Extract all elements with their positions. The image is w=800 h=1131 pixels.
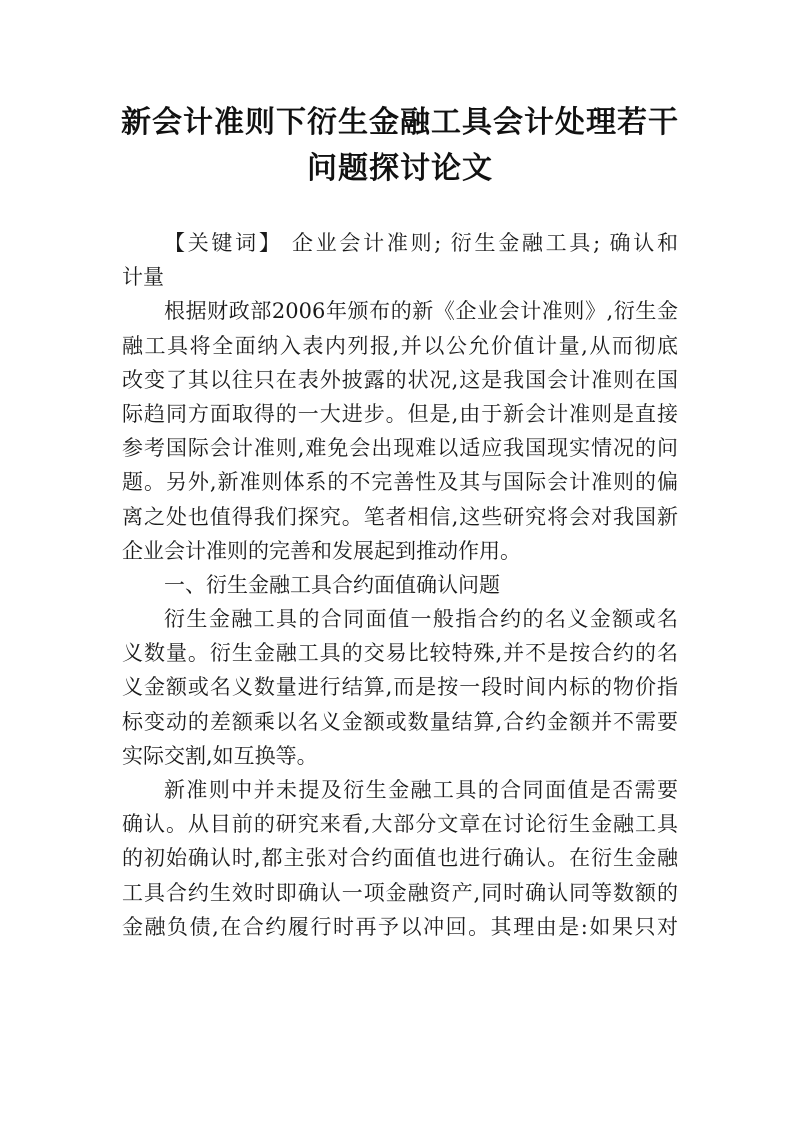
paragraph-line: 改变了其以往只在表外披露的状况,这是我国会计准则在国 xyxy=(122,367,678,392)
paragraph-line: 工具合约生效时即确认一项金融资产,同时确认同等数额的 xyxy=(122,880,678,905)
paragraph-line: 参考国际会计准则,难免会出现难以适应我国现实情况的问 xyxy=(122,436,678,461)
document-body xyxy=(122,226,678,944)
paragraph-line: 的初始确认时,都主张对合约面值也进行确认。在衍生金融 xyxy=(122,846,678,871)
paragraph-line: 标变动的差额乘以名义金额或数量结算,合约金额并不需要 xyxy=(122,709,678,734)
paragraph-line: 义数量。衍生金融工具的交易比较特殊,并不是按合约的名 xyxy=(122,641,678,666)
paragraph-line: 金融负债,在合约履行时再予以冲回。其理由是:如果只对 xyxy=(122,914,678,939)
document-title-line-1: 新会计准则下衍生金融工具会计处理若干 xyxy=(121,105,679,140)
paragraph-line: 企业会计准则的完善和发展起到推动作用。 xyxy=(122,538,521,563)
paragraph-line: 新准则中并未提及衍生金融工具的合同面值是否需要 xyxy=(164,778,678,802)
paragraph-line: 实际交割,如互换等。 xyxy=(122,743,318,768)
paragraph-line: 题。另外,新准则体系的不完善性及其与国际会计准则的偏 xyxy=(122,470,678,495)
paragraph-line: 际趋同方面取得的一大进步。但是,由于新会计准则是直接 xyxy=(122,401,678,426)
paragraph-line: 根据财政部2006年颁布的新《企业会计准则》,衍生金 xyxy=(164,299,678,324)
paragraph-line: 离之处也值得我们探究。笔者相信,这些研究将会对我国新 xyxy=(122,504,678,529)
document-title-line-2: 问题探讨论文 xyxy=(307,151,493,186)
section-heading: 一、衍生金融工具合约面值确认问题 xyxy=(164,572,500,597)
paragraph-line: 衍生金融工具的合同面值一般指合约的名义金额或名 xyxy=(164,607,678,632)
keywords-line: 【关键词】 企业会计准则; 衍生金融工具; 确认和 xyxy=(164,231,678,255)
paragraph-line: 融工具将全面纳入表内列报,并以公允价值计量,从而彻底 xyxy=(122,333,678,358)
keywords-continuation: 计量 xyxy=(122,265,164,290)
paragraph-line: 确认。从目前的研究来看,大部分文章在讨论衍生金融工具 xyxy=(122,812,678,837)
paragraph-line: 义金额或名义数量进行结算,而是按一段时间内标的物价指 xyxy=(122,675,678,700)
